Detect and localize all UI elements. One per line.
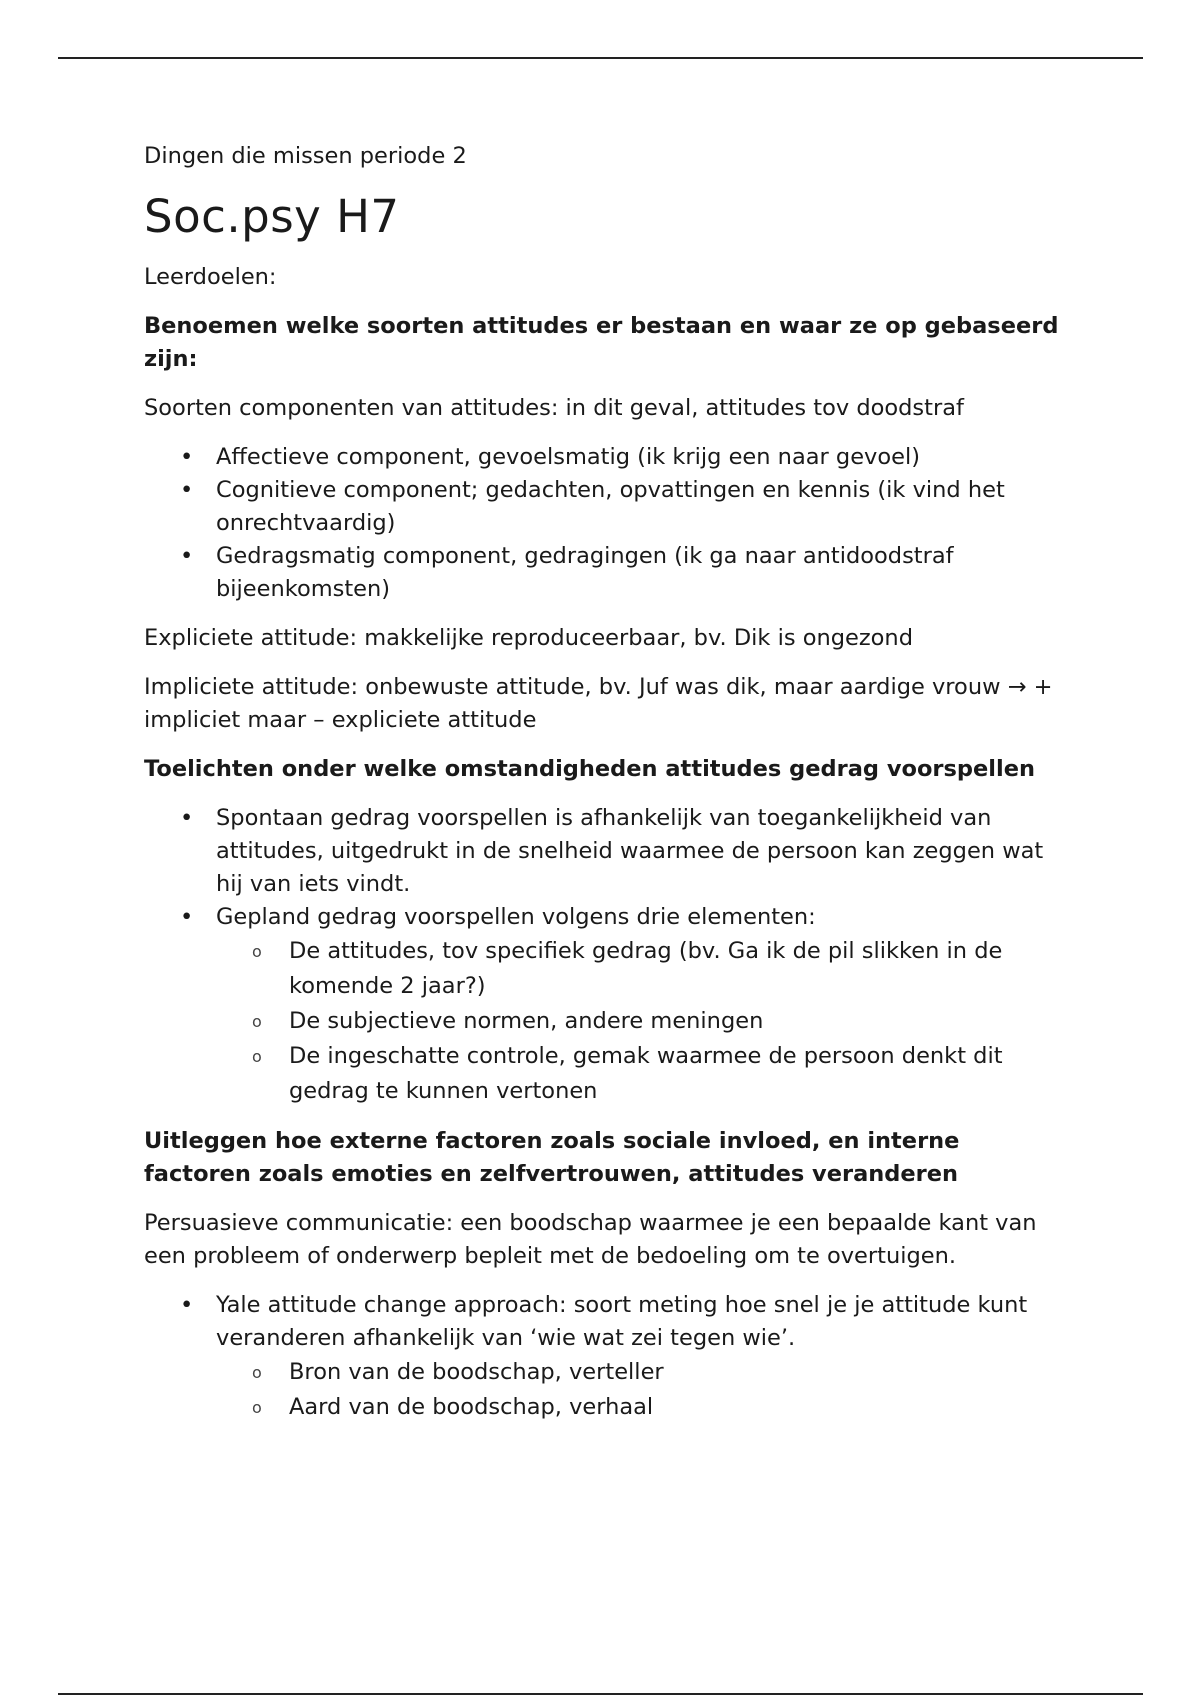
list-item: • Spontaan gedrag voorspellen is afhankelijk van toegankelijkheid van attitudes, uitgedrukt in de snelheid waarmee de persoon kan zeggen wat hij van iets vindt.	[144, 802, 1064, 901]
yale-sublist	[216, 1355, 1064, 1425]
sub-bullet-marker: o	[252, 1047, 262, 1066]
section-heading-attitude-types: Benoemen welke soorten attitudes er bestaan en waar ze op gebaseerd zijn:	[144, 313, 1059, 372]
components-intro: Soorten componenten van attitudes: in dit geval, attitudes tov doodstraf	[144, 395, 964, 421]
implicit-attitude-text: Impliciete attitude: onbewuste attitude, bv. Juf was dik, maar aardige vrouw → + impliciet maar – expliciete attitude	[144, 674, 1053, 733]
components-list	[144, 441, 1064, 606]
list-item: • Yale attitude change approach: soort meting hoe snel je je attitude kunt veranderen afhankelijk van ‘wie wat zei tegen wie’. o Bron van de boodschap, verteller o Aard van de boodschap, verhaal	[144, 1289, 1064, 1425]
section-heading-behavior-prediction: Toelichten onder welke omstandigheden attitudes gedrag voorspellen	[144, 756, 1035, 782]
sub-list-item: o De attitudes, tov specifiek gedrag (bv. Ga ik de pil slikken in de komende 2 jaar?)	[144, 934, 1064, 1004]
top-rule	[58, 57, 1143, 59]
planned-behavior-sublist	[216, 934, 1064, 1109]
leerdoelen-label: Leerdoelen:	[144, 264, 277, 290]
list-item: • Cognitieve component; gedachten, opvattingen en kennis (ik vind het onrechtvaardig)	[144, 474, 1064, 540]
bullet-marker: •	[180, 904, 194, 930]
section-heading-attitude-change: Uitleggen hoe externe factoren zoals sociale invloed, en interne factoren zoals emoties en zelfvertrouwen, attitudes veranderen	[144, 1128, 960, 1187]
list-item: • Gepland gedrag voorspellen volgens drie elementen: o De attitudes, tov specifiek gedrag (bv. Ga ik de pil slikken in de komende 2 jaar?) o De subjectieve normen, andere meningen o De ingeschatte controle, gemak waarmee de persoon denkt dit gedrag te kunnen vertonen	[144, 901, 1064, 1109]
sub-list-item: o Aard van de boodschap, verhaal	[144, 1390, 1064, 1425]
bullet-marker: •	[180, 477, 194, 503]
sub-bullet-marker: o	[252, 1363, 262, 1382]
page-title: Soc.psy H7	[144, 190, 400, 243]
yale-list	[144, 1289, 1064, 1425]
bullet-marker: •	[180, 805, 194, 831]
explicit-attitude-text: Expliciete attitude: makkelijke reproduceerbaar, bv. Dik is ongezond	[144, 625, 913, 651]
sub-bullet-marker: o	[252, 1398, 262, 1417]
bullet-marker: •	[180, 444, 194, 470]
bottom-rule	[58, 1693, 1143, 1695]
prediction-list	[144, 802, 1064, 1109]
document-subtitle: Dingen die missen periode 2	[144, 143, 467, 169]
sub-list-item: o Bron van de boodschap, verteller	[144, 1355, 1064, 1390]
bullet-marker: •	[180, 543, 194, 569]
document-body	[144, 140, 1064, 1441]
sub-bullet-marker: o	[252, 942, 262, 961]
sub-list-item: o De subjectieve normen, andere meningen	[144, 1004, 1064, 1039]
bullet-marker: •	[180, 1292, 194, 1318]
list-item: • Gedragsmatig component, gedragingen (ik ga naar antidoodstraf bijeenkomsten)	[144, 540, 1064, 606]
list-item: • Affectieve component, gevoelsmatig (ik krijg een naar gevoel)	[144, 441, 1064, 474]
persuasive-communication-text: Persuasieve communicatie: een boodschap waarmee je een bepaalde kant van een probleem of onderwerp bepleit met de bedoeling om te overtuigen.	[144, 1210, 1037, 1269]
sub-list-item: o De ingeschatte controle, gemak waarmee de persoon denkt dit gedrag te kunnen vertonen	[144, 1039, 1064, 1109]
sub-bullet-marker: o	[252, 1012, 262, 1031]
